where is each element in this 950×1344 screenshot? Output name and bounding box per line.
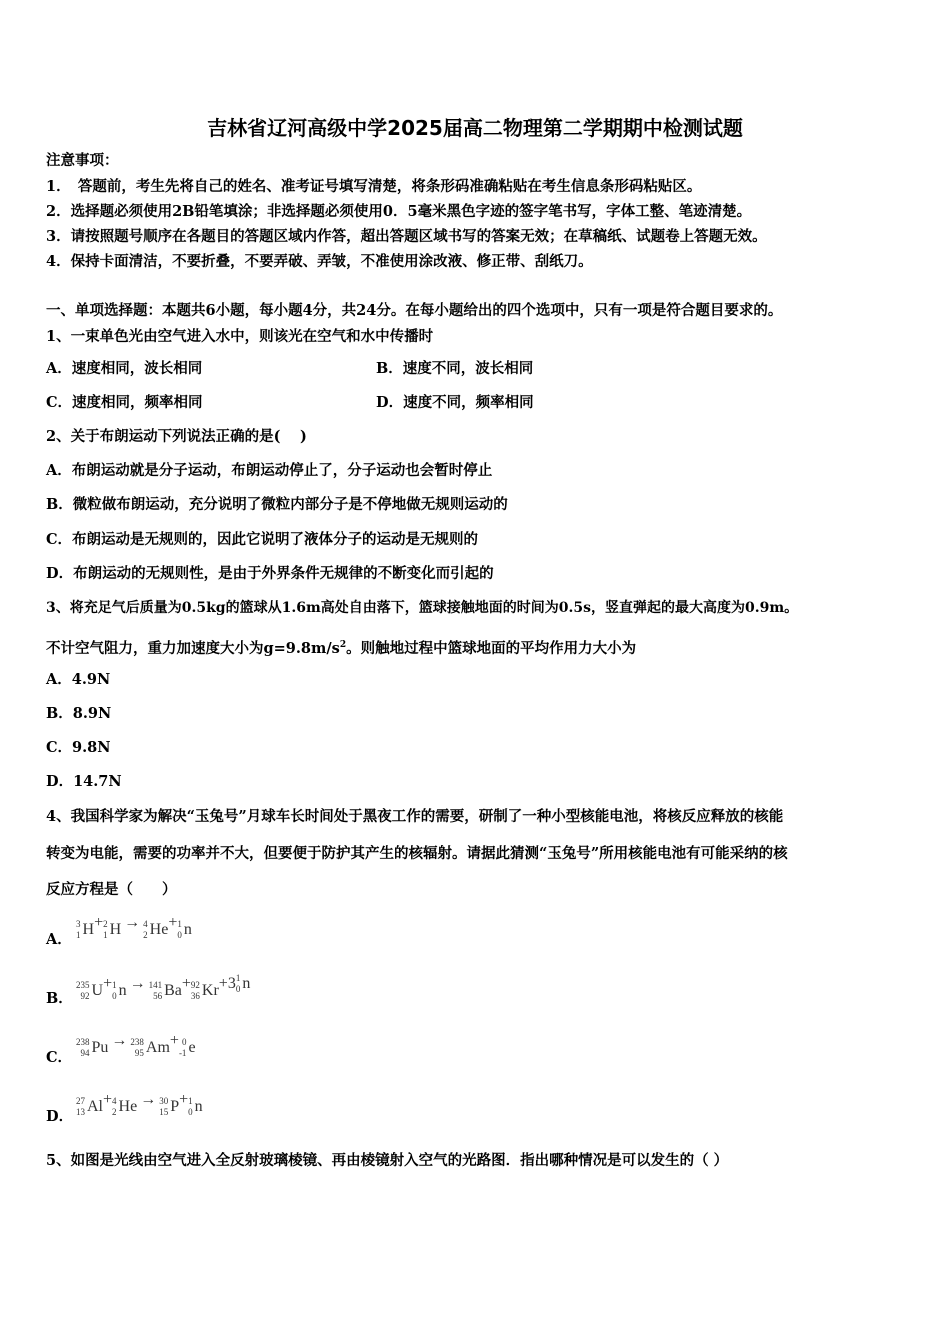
q3-option-b: B．8.9N <box>46 705 112 722</box>
nuclide-reactant: 4 2 He <box>112 1096 138 1117</box>
q1-option-a: A．速度相同，波长相同 <box>46 360 203 377</box>
nuclide-reactant: 2 1 H <box>103 919 122 940</box>
q4-option-d-equation: 27 13 Al + 4 2 He → 30 15 P + 1 0 n <box>76 1091 203 1117</box>
nuclide-product: 4 2 He <box>143 919 169 940</box>
q5-stem: 5、如图是光线由空气进入全反射玻璃棱镜、再由棱镜射入空气的光路图．指出哪种情况是可以发生的（ ） <box>46 1152 729 1169</box>
nuclide-product: 238 95 Am <box>130 1037 170 1058</box>
notice-item-1: 1． 答题前，考生先将自己的姓名、准考证号填写清楚，将条形码准确粘贴在考生信息条形码粘贴区。 <box>46 178 702 195</box>
notice-item-2: 2．选择题必须使用2B铅笔填涂；非选择题必须使用0．5毫米黑色字迹的签字笔书写，字体工整、笔迹清楚。 <box>46 203 752 220</box>
q4-option-b-equation: 235 92 U + 1 0 n → 141 56 Ba + 92 36 Kr + 3 1 0 n <box>76 973 251 1001</box>
nuclide-reactant: 238 94 Pu <box>76 1037 109 1058</box>
nuclide-product: 3 1 0 n <box>227 973 251 994</box>
q4-stem-line-2: 转变为电能，需要的功率并不大，但要便于防护其产生的核辐射。请据此猜测“玉兔号”所用核能电池有可能采纳的核 <box>46 845 788 862</box>
reaction-arrow: → <box>124 914 141 931</box>
q4-option-c-label: C． <box>46 1049 73 1066</box>
nuclide-product: 1 0 n <box>177 919 192 940</box>
q3-stem-line-2: 不计空气阻力，重力加速度大小为$g=9.8m/s^2$。则触地过程中篮球地面的平均作用力大小为 <box>46 639 637 657</box>
q4-option-a-equation: 3 1 H + 2 1 H → 4 2 He + 1 0 n <box>76 914 192 940</box>
q2-option-c: C．布朗运动是无规则的，因此它说明了液体分子的运动是无规则的 <box>46 531 479 548</box>
page-title: 吉林省辽河高级中学2025届高二物理第二学期期中检测试题 <box>207 116 743 140</box>
q2-option-b: B．微粒做布朗运动，充分说明了微粒内部分子是不停地做无规则运动的 <box>46 496 508 513</box>
notice-item-4: 4．保持卡面清洁，不要折叠，不要弄破、弄皱，不准使用涂改液、修正带、刮纸刀。 <box>46 253 593 270</box>
nuclide-product: 92 36 Kr <box>190 980 219 1001</box>
q4-option-d-label: D． <box>46 1108 74 1125</box>
notice-item-3: 3．请按照题号顺序在各题目的答题区域内作答，超出答题区域书写的答案无效；在草稿纸、试题卷上答题无效。 <box>46 228 767 245</box>
q4-option-a-label: A． <box>46 931 72 948</box>
nuclide-reactant: 27 13 Al <box>76 1096 103 1117</box>
q1-option-c: C．速度相同，频率相同 <box>46 394 203 411</box>
nuclide-product: 141 56 Ba <box>148 980 182 1001</box>
nuclide-reactant: 3 1 H <box>76 919 95 940</box>
nuclide-reactant: 1 0 n <box>112 980 127 1001</box>
q2-stem: 2、关于布朗运动下列说法正确的是( ) <box>46 428 307 445</box>
reaction-arrow: → <box>140 1091 157 1108</box>
q4-stem-line-3: 反应方程是（ ） <box>46 881 177 898</box>
q1-option-b: B．速度不同，波长相同 <box>376 360 534 377</box>
q3-option-d: D．14.7N <box>46 773 122 790</box>
nuclide-product: 1 0 n <box>188 1096 203 1117</box>
section-heading: 一、单项选择题：本题共6小题，每小题4分，共24分。在每小题给出的四个选项中，只有一项是符合题目要求的。 <box>46 302 783 319</box>
q1-stem: 1、一束单色光由空气进入水中，则该光在空气和水中传播时 <box>46 328 434 345</box>
reaction-arrow: → <box>129 975 146 992</box>
reaction-arrow: → <box>111 1032 128 1049</box>
q3-stem-line-1: 3、将充足气后质量为0.5kg的篮球从1.6m高处自由落下，篮球接触地面的时间为0.5s，竖直弹起的最大高度为0.9m。 <box>46 600 799 616</box>
q3-option-c: C．9.8N <box>46 739 111 756</box>
nuclide-reactant: 235 92 U <box>76 980 104 1001</box>
nuclide-product: 30 15 P <box>159 1096 180 1117</box>
q4-option-c-equation: 238 94 Pu → 238 95 Am + 0 -1 e <box>76 1032 196 1058</box>
nuclide-product: 0 -1 e <box>178 1037 196 1058</box>
q4-stem-line-1: 4、我国科学家为解决“玉兔号”月球车长时间处于黑夜工作的需要，研制了一种小型核能电池，将核反应释放的核能 <box>46 808 784 825</box>
q3-option-a: A．4.9N <box>46 671 111 688</box>
q2-option-d: D．布朗运动的无规则性，是由于外界条件无规律的不断变化而引起的 <box>46 565 494 582</box>
q2-option-a: A．布朗运动就是分子运动，布朗运动停止了，分子运动也会暂时停止 <box>46 462 493 479</box>
q1-option-d: D．速度不同，频率相同 <box>376 394 534 411</box>
notice-heading: 注意事项： <box>46 152 119 169</box>
q4-option-b-label: B． <box>46 990 73 1007</box>
